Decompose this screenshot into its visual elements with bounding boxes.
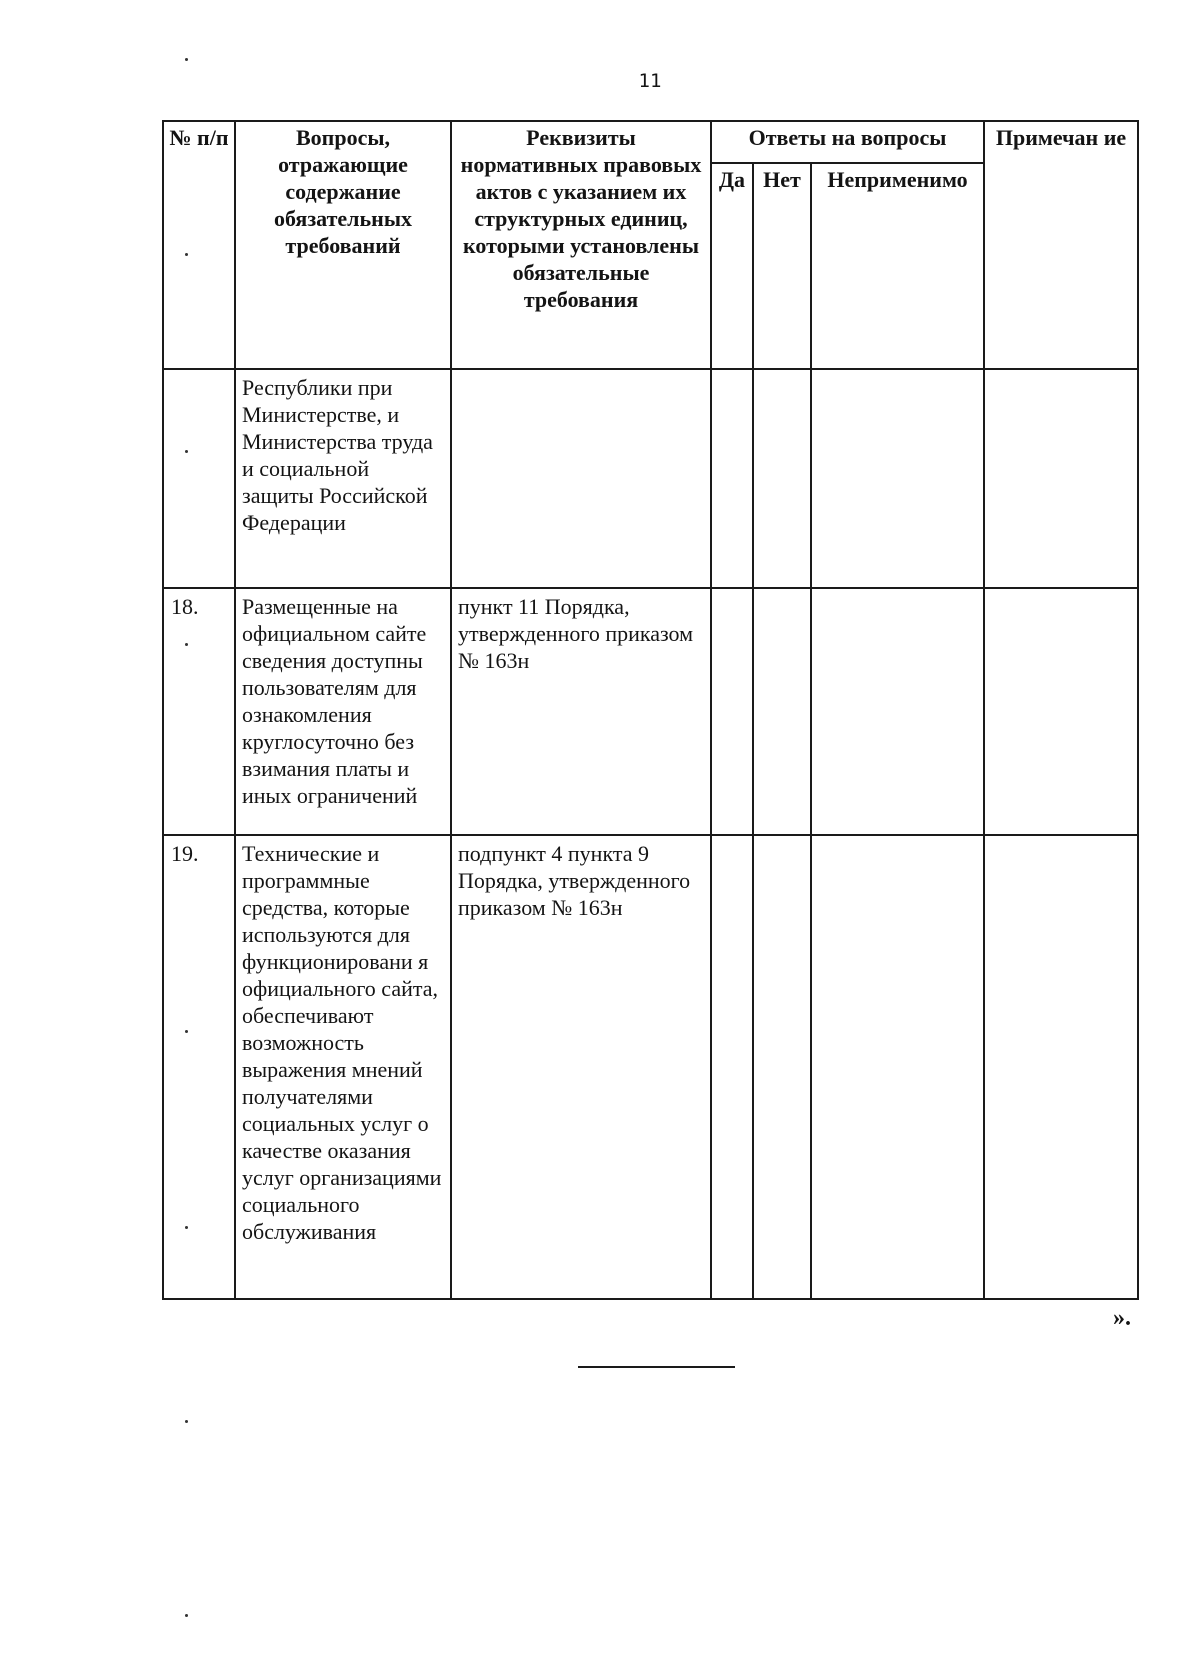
- header-answers: Ответы на вопросы: [711, 121, 984, 163]
- row-yes-cell: [711, 835, 753, 1299]
- header-questions: Вопросы, отражающие содержание обязательных требований: [235, 121, 451, 369]
- row-not-applicable-cell: [811, 835, 984, 1299]
- row-no-cell: [753, 588, 811, 835]
- row-num-cell: [163, 369, 235, 588]
- row-note-cell: [984, 835, 1138, 1299]
- row-yes-cell: [711, 369, 753, 588]
- scan-speck: [185, 253, 188, 256]
- scan-speck: [185, 1614, 188, 1617]
- row-question-cell: Размещенные на официальном сайте сведения доступны пользователям для ознакомления круглосуточно без взимания платы и иных ограничений: [235, 588, 451, 835]
- row-num-cell: 19.: [163, 835, 235, 1299]
- row-no-cell: [753, 369, 811, 588]
- scan-speck: [185, 58, 188, 61]
- row-num-cell: 18.: [163, 588, 235, 835]
- header-num: № п/п: [163, 121, 235, 369]
- header-note: Примечан ие: [984, 121, 1138, 369]
- row-no-cell: [753, 835, 811, 1299]
- row-requisites-cell: подпункт 4 пункта 9 Порядка, утвержденного приказом № 163н: [451, 835, 711, 1299]
- row-question-cell: Республики при Министерстве, и Министерства труда и социальной защиты Российской Федерации: [235, 369, 451, 588]
- table-header: [163, 121, 1138, 369]
- page-number: 11: [638, 70, 662, 92]
- row-not-applicable-cell: [811, 369, 984, 588]
- scan-speck: [185, 1030, 188, 1033]
- row-requisites-cell: [451, 369, 711, 588]
- row-question-cell: Технические и программные средства, которые используются для функционировани я официального сайта, обеспечивают возможность выражения мнений получателями социальных услуг о качестве оказания услуг организациями социального обслуживания: [235, 835, 451, 1299]
- header-not-applicable: Неприменимо: [811, 163, 984, 369]
- table-row: [163, 588, 1138, 835]
- closing-quote-mark: ».: [1113, 1305, 1131, 1331]
- end-divider: [578, 1366, 735, 1368]
- checklist-table: [162, 120, 1139, 1300]
- scan-speck: [185, 450, 188, 453]
- row-note-cell: [984, 369, 1138, 588]
- scan-speck: [185, 1420, 188, 1423]
- header-yes: Да: [711, 163, 753, 369]
- header-no: Нет: [753, 163, 811, 369]
- header-requisites: Реквизиты нормативных правовых актов с указанием их структурных единиц, которыми установлены обязательные требования: [451, 121, 711, 369]
- row-not-applicable-cell: [811, 588, 984, 835]
- table-row: [163, 835, 1138, 1299]
- table-row: [163, 369, 1138, 588]
- row-requisites-cell: пункт 11 Порядка, утвержденного приказом № 163н: [451, 588, 711, 835]
- row-yes-cell: [711, 588, 753, 835]
- scan-speck: [185, 1226, 188, 1229]
- scan-speck: [185, 643, 188, 646]
- row-note-cell: [984, 588, 1138, 835]
